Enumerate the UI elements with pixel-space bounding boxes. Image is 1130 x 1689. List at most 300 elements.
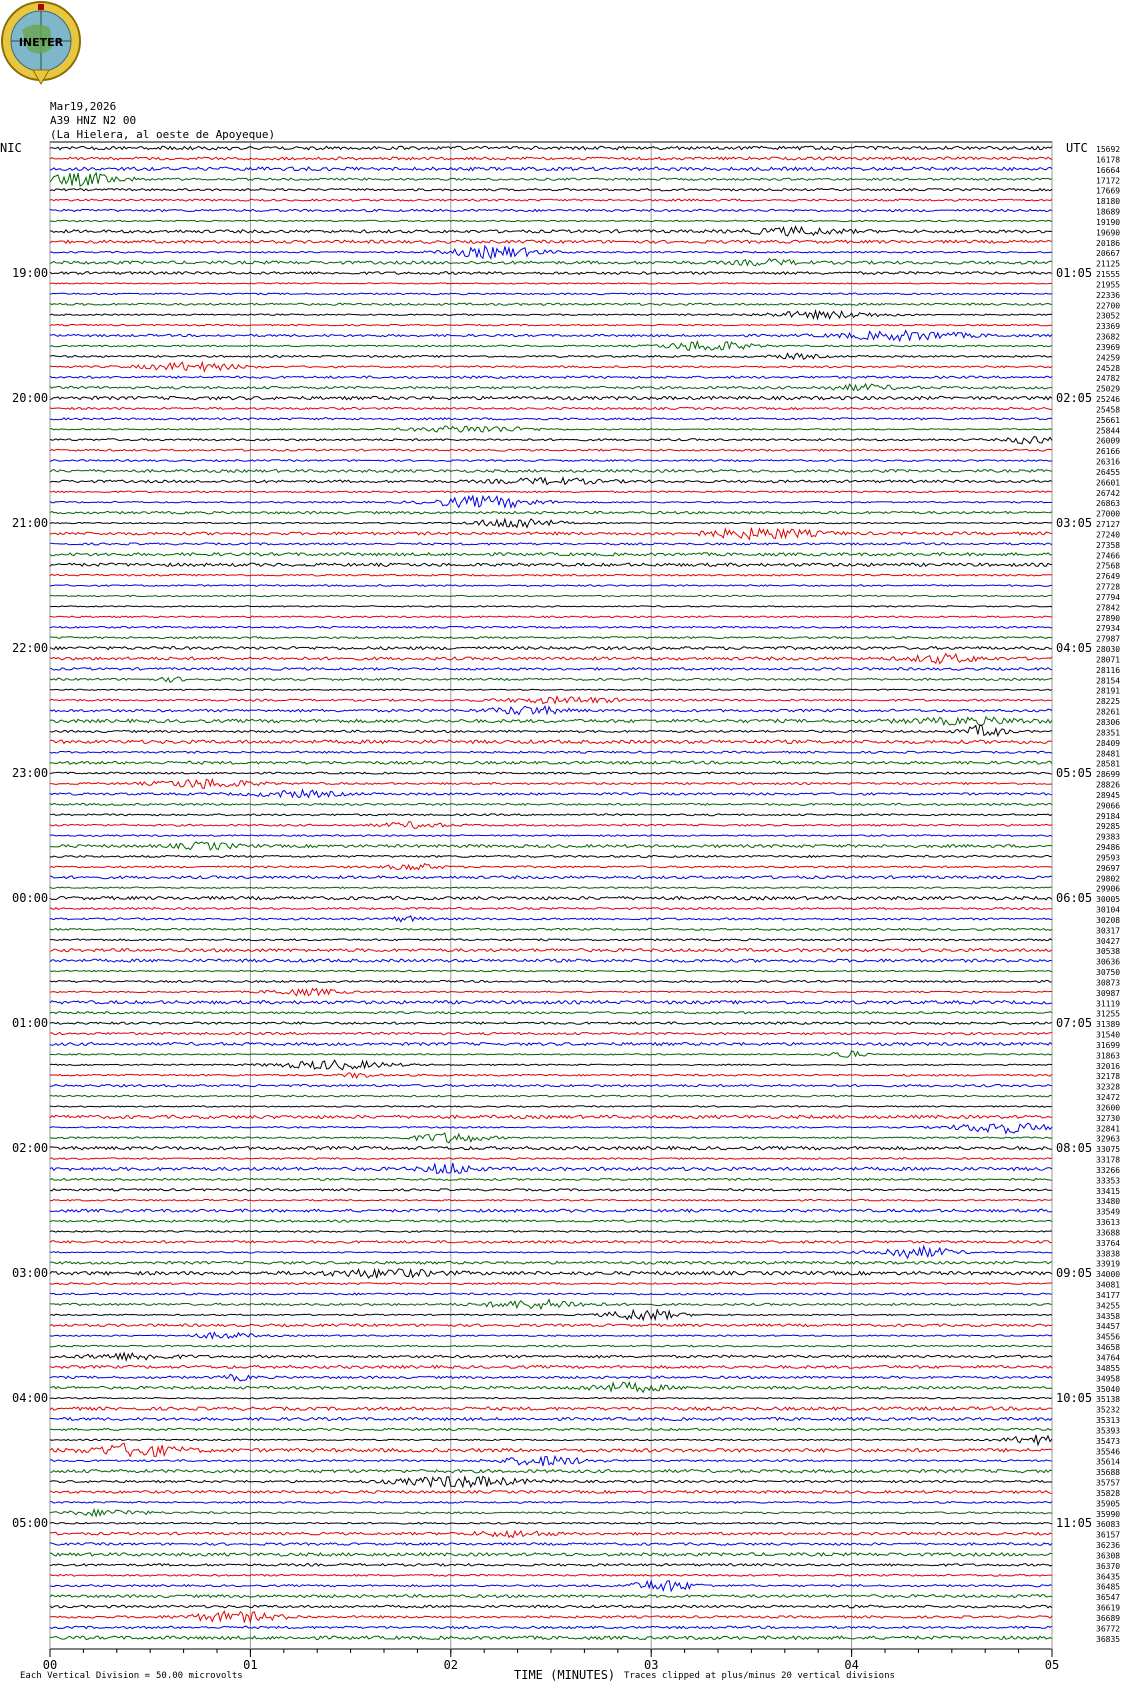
trace-row-122 [50,1407,1052,1410]
channel-label: A39 HNZ N2 00 [50,114,137,127]
trace-count-label: 28945 [1096,790,1121,800]
trace-row-20 [50,342,1052,351]
trace-row-87 [50,1043,1052,1046]
trace-row-19 [50,331,1052,341]
trace-row-17 [50,311,1052,319]
trace-row-56 [50,717,1052,726]
scale-prefix: Each Vertical Division = [20,1671,151,1681]
left-hour-label: 02:00 [12,1141,49,1156]
trace-row-6 [50,199,1052,201]
trace-count-label: 28351 [1096,728,1121,738]
trace-count-label: 27649 [1096,572,1121,582]
trace-count-label: 29802 [1096,874,1121,884]
trace-count-label: 22336 [1096,290,1121,300]
trace-count-label: 35990 [1096,1509,1121,1519]
trace-row-90 [50,1073,1052,1078]
trace-row-107 [50,1246,1052,1258]
trace-count-label: 30636 [1096,957,1121,967]
left-hour-label: 19:00 [12,266,49,281]
trace-count-label: 25029 [1096,384,1121,394]
trace-count-label: 30427 [1096,936,1121,946]
left-hour-label: 01:00 [12,1016,49,1031]
trace-row-143 [50,1626,1052,1628]
right-hour-label: 04:05 [1056,641,1093,656]
trace-count-label: 32328 [1096,1082,1121,1092]
trace-row-132 [50,1510,1052,1517]
trace-count-label: 30873 [1096,978,1121,988]
trace-count-label: 33178 [1096,1155,1121,1165]
trace-count-label: 32178 [1096,1072,1121,1082]
trace-count-label: 33480 [1096,1197,1121,1207]
trace-count-label: 34457 [1096,1322,1121,1332]
trace-count-label: 36236 [1096,1541,1121,1551]
trace-count-label: 33838 [1096,1249,1121,1259]
trace-row-38 [50,528,1052,540]
trace-row-63 [50,790,1052,798]
trace-count-label: 27127 [1096,520,1121,530]
trace-count-label: 28306 [1096,717,1121,727]
trace-row-3 [50,167,1052,170]
trace-row-21 [50,353,1052,359]
trace-row-15 [50,293,1052,295]
trace-row-30 [50,449,1052,451]
trace-count-label: 25661 [1096,415,1121,425]
trace-count-label: 25844 [1096,426,1121,436]
trace-count-label: 36835 [1096,1634,1121,1644]
trace-count-label: 28030 [1096,645,1121,655]
x-tick-label: 01 [243,1658,258,1672]
trace-row-120 [50,1382,1052,1392]
trace-row-65 [50,814,1052,816]
trace-row-68 [50,842,1052,850]
trace-count-label: 31699 [1096,1040,1121,1050]
trace-row-133 [50,1522,1052,1524]
trace-count-label: 18689 [1096,207,1121,217]
trace-row-92 [50,1095,1052,1097]
trace-count-label: 36157 [1096,1530,1121,1540]
trace-count-label: 31255 [1096,1009,1121,1019]
trace-row-80 [50,970,1052,971]
trace-row-75 [50,916,1052,922]
trace-row-123 [50,1418,1052,1421]
right-hour-label: 07:05 [1056,1016,1093,1031]
trace-row-42 [50,574,1052,576]
trace-row-84 [50,1012,1052,1014]
trace-count-label: 31863 [1096,1051,1121,1061]
right-axis-label: UTC [1066,141,1088,155]
trace-count-label: 34556 [1096,1332,1121,1342]
x-tick-label: 02 [443,1658,459,1672]
trace-row-97 [50,1147,1052,1150]
trace-row-1 [50,146,1052,149]
trace-row-24 [50,384,1052,391]
trace-row-43 [50,585,1052,587]
trace-count-label: 34081 [1096,1280,1121,1290]
right-hour-label: 06:05 [1056,891,1093,906]
trace-count-label: 30317 [1096,926,1121,936]
trace-count-label: 36689 [1096,1613,1121,1623]
x-tick-label: 00 [42,1658,58,1672]
trace-count-label: 23682 [1096,332,1121,342]
trace-row-89 [50,1060,1052,1069]
trace-count-label: 34764 [1096,1353,1121,1363]
trace-row-77 [50,939,1052,941]
trace-count-label: 34177 [1096,1290,1121,1300]
trace-row-74 [50,908,1052,910]
trace-count-label: 35757 [1096,1478,1121,1488]
trace-row-61 [50,772,1052,774]
trace-row-2 [50,157,1052,160]
trace-count-label: 22700 [1096,301,1121,311]
trace-row-130 [50,1491,1052,1494]
trace-row-144 [50,1636,1052,1639]
trace-count-label: 16178 [1096,155,1121,165]
trace-row-59 [50,751,1052,753]
trace-count-label: 33613 [1096,1218,1121,1228]
trace-count-label: 19190 [1096,217,1121,227]
trace-count-label: 35232 [1096,1405,1121,1415]
trace-count-label: 15692 [1096,145,1121,154]
trace-count-label: 28191 [1096,686,1121,696]
trace-row-142 [50,1611,1052,1622]
trace-row-113 [50,1310,1052,1320]
trace-count-label: 28481 [1096,749,1121,759]
trace-row-48 [50,637,1052,639]
trace-count-label: 30750 [1096,968,1121,978]
trace-row-54 [50,697,1052,704]
trace-row-110 [50,1283,1052,1285]
trace-row-8 [50,220,1052,221]
trace-count-label: 35546 [1096,1447,1121,1457]
trace-count-label: 20186 [1096,238,1121,248]
trace-count-label: 27358 [1096,540,1121,550]
trace-count-label: 32472 [1096,1093,1121,1103]
trace-row-139 [50,1581,1052,1591]
trace-row-136 [50,1553,1052,1556]
trace-row-95 [50,1123,1052,1133]
x-tick-label: 04 [844,1658,859,1672]
trace-count-label: 30208 [1096,915,1121,925]
trace-count-label: 35828 [1096,1488,1121,1498]
trace-row-98 [50,1158,1052,1160]
clip-note: Traces clipped at plus/minus 20 vertical divisions [624,1671,895,1681]
trace-count-label: 33549 [1096,1207,1121,1217]
trace-count-label: 36772 [1096,1624,1121,1634]
trace-row-66 [50,822,1052,829]
trace-count-label: 28409 [1096,738,1121,748]
trace-count-label: 35473 [1096,1436,1121,1446]
trace-row-115 [50,1333,1052,1339]
trace-count-label: 33688 [1096,1228,1121,1238]
trace-row-35 [50,496,1052,507]
trace-count-label: 28071 [1096,655,1121,665]
trace-row-91 [50,1085,1052,1087]
trace-count-label: 36083 [1096,1520,1121,1530]
trace-row-32 [50,470,1052,473]
trace-count-label: 20667 [1096,249,1121,259]
trace-count-label: 21555 [1096,270,1121,280]
trace-count-label: 26863 [1096,499,1121,509]
trace-count-label: 29184 [1096,811,1121,821]
trace-count-label: 31389 [1096,1020,1121,1030]
trace-row-60 [50,761,1052,764]
trace-row-106 [50,1241,1052,1243]
trace-count-label: 34358 [1096,1311,1121,1321]
trace-row-71 [50,876,1052,879]
trace-count-label: 33353 [1096,1176,1121,1186]
scale-value: 50.00 microvolts [156,1671,243,1681]
trace-count-label: 34958 [1096,1374,1121,1384]
trace-count-label: 26009 [1096,436,1121,446]
trace-count-label: 21955 [1096,280,1121,290]
trace-row-104 [50,1220,1052,1222]
trace-row-72 [50,887,1052,889]
trace-row-121 [50,1398,1052,1399]
trace-row-105 [50,1231,1052,1233]
trace-count-label: 35313 [1096,1416,1121,1426]
right-hour-label: 05:05 [1056,766,1093,781]
trace-count-label: 34000 [1096,1270,1121,1280]
trace-count-label: 29486 [1096,843,1121,853]
trace-count-label: 35393 [1096,1426,1121,1436]
trace-row-29 [50,437,1052,444]
trace-count-label: 19690 [1096,228,1121,238]
trace-row-33 [50,478,1052,485]
trace-row-27 [50,418,1052,420]
x-axis-title: TIME (MINUTES) [514,1668,616,1682]
trace-row-9 [50,227,1052,236]
trace-row-119 [50,1374,1052,1381]
trace-row-103 [50,1209,1052,1212]
trace-count-label: 27842 [1096,603,1121,613]
trace-count-label: 24528 [1096,363,1121,373]
date-label: Mar19,2026 [50,100,117,113]
trace-row-70 [50,864,1052,870]
trace-row-23 [50,376,1052,378]
trace-count-label: 31540 [1096,1030,1121,1040]
trace-row-25 [50,396,1052,399]
trace-count-label: 29593 [1096,853,1121,863]
trace-count-label: 24782 [1096,374,1121,384]
trace-row-39 [50,543,1052,545]
trace-count-label: 36485 [1096,1582,1121,1592]
trace-count-label: 35905 [1096,1499,1121,1509]
trace-count-label: 30104 [1096,905,1121,915]
trace-count-label: 27000 [1096,509,1121,519]
trace-row-12 [50,259,1052,266]
trace-count-label: 32730 [1096,1113,1121,1123]
trace-row-86 [50,1032,1052,1034]
trace-row-124 [50,1428,1052,1430]
right-hour-label: 10:05 [1056,1391,1093,1406]
trace-row-16 [50,303,1052,305]
trace-row-117 [50,1353,1052,1361]
trace-row-22 [50,362,1052,371]
trace-count-label: 35688 [1096,1468,1121,1478]
trace-count-label: 29066 [1096,801,1121,811]
trace-count-label: 26316 [1096,457,1121,467]
trace-row-109 [50,1269,1052,1278]
trace-row-18 [50,324,1052,325]
left-hour-label: 03:00 [12,1266,49,1281]
trace-count-label: 36619 [1096,1603,1121,1613]
trace-row-64 [50,803,1052,805]
trace-row-51 [50,668,1052,670]
trace-count-label: 26455 [1096,467,1121,477]
trace-row-13 [50,272,1052,275]
trace-count-label: 28261 [1096,707,1121,717]
trace-count-label: 33266 [1096,1165,1121,1175]
trace-count-label: 24259 [1096,353,1121,363]
trace-row-96 [50,1133,1052,1143]
trace-row-52 [50,677,1052,682]
trace-count-label: 23969 [1096,342,1121,352]
trace-count-label: 36308 [1096,1551,1121,1561]
trace-row-127 [50,1456,1052,1466]
trace-row-134 [50,1531,1052,1538]
trace-count-label: 21125 [1096,259,1121,269]
trace-count-label: 29697 [1096,863,1121,873]
trace-count-label: 32841 [1096,1124,1121,1134]
trace-row-31 [50,460,1052,462]
trace-count-label: 26166 [1096,447,1121,457]
trace-count-label: 32016 [1096,1061,1121,1071]
trace-row-57 [50,725,1052,736]
trace-count-label: 35040 [1096,1384,1121,1394]
trace-row-93 [50,1106,1052,1107]
trace-row-73 [50,896,1052,899]
trace-count-label: 30005 [1096,895,1121,905]
trace-row-11 [50,246,1052,258]
trace-row-118 [50,1365,1052,1368]
trace-count-label: 36435 [1096,1572,1121,1582]
trace-count-label: 18180 [1096,197,1121,207]
left-hour-label: 00:00 [12,891,49,906]
trace-count-label: 27568 [1096,561,1121,571]
right-hour-label: 08:05 [1056,1141,1093,1156]
trace-count-label: 27934 [1096,624,1121,634]
trace-row-55 [50,706,1052,714]
left-hour-label: 21:00 [12,516,49,531]
trace-row-47 [50,626,1052,628]
trace-row-78 [50,949,1052,952]
trace-count-label: 25246 [1096,395,1121,405]
trace-count-label: 28581 [1096,759,1121,769]
trace-count-label: 33075 [1096,1145,1121,1155]
trace-row-5 [50,189,1052,191]
x-tick-label: 03 [643,1658,659,1672]
trace-row-34 [50,491,1052,493]
trace-row-53 [50,689,1052,690]
trace-row-112 [50,1300,1052,1309]
trace-row-128 [50,1470,1052,1473]
trace-row-82 [50,989,1052,996]
trace-row-131 [50,1502,1052,1504]
trace-row-125 [50,1435,1052,1445]
trace-count-label: 27728 [1096,582,1121,592]
trace-row-49 [50,647,1052,650]
right-hour-label: 11:05 [1056,1516,1093,1531]
left-hour-label: 20:00 [12,391,49,406]
trace-row-28 [50,426,1052,432]
right-hour-label: 01:05 [1056,266,1093,281]
trace-count-label: 30987 [1096,988,1121,998]
trace-row-26 [50,407,1052,409]
trace-count-label: 23369 [1096,322,1121,332]
trace-row-7 [50,209,1052,211]
trace-row-138 [50,1574,1052,1576]
trace-count-label: 34658 [1096,1343,1121,1353]
trace-row-41 [50,563,1052,566]
trace-count-label: 29285 [1096,822,1121,832]
trace-count-label: 27794 [1096,592,1121,602]
left-hour-label: 23:00 [12,766,49,781]
trace-count-label: 28154 [1096,676,1121,686]
logo-text: INETER [18,36,64,49]
trace-row-44 [50,595,1052,596]
trace-count-label: 25458 [1096,405,1121,415]
trace-row-137 [50,1564,1052,1566]
trace-count-label: 27466 [1096,551,1121,561]
trace-row-140 [50,1595,1052,1598]
trace-row-76 [50,928,1052,930]
trace-count-label: 32600 [1096,1103,1121,1113]
trace-row-14 [50,283,1052,284]
trace-count-label: 32963 [1096,1134,1121,1144]
trace-row-67 [50,835,1052,837]
trace-row-4 [50,173,1052,186]
trace-count-label: 33764 [1096,1238,1121,1248]
trace-row-50 [50,654,1052,664]
trace-count-label: 36547 [1096,1593,1121,1603]
trace-row-114 [50,1324,1052,1327]
trace-row-99 [50,1163,1052,1174]
trace-count-label: 29383 [1096,832,1121,842]
trace-row-58 [50,740,1052,744]
trace-row-141 [50,1605,1052,1608]
trace-count-label: 33415 [1096,1186,1121,1196]
trace-count-label: 26742 [1096,488,1121,498]
trace-row-85 [50,1022,1052,1024]
trace-row-100 [50,1178,1052,1180]
trace-row-40 [50,553,1052,556]
trace-count-label: 23052 [1096,311,1121,321]
trace-count-label: 34255 [1096,1301,1121,1311]
trace-row-102 [50,1200,1052,1202]
trace-row-62 [50,779,1052,788]
trace-row-10 [50,240,1052,243]
trace-row-45 [50,606,1052,607]
trace-row-126 [50,1443,1052,1456]
trace-row-46 [50,616,1052,618]
trace-count-label: 16664 [1096,165,1121,175]
right-hour-label: 09:05 [1056,1266,1093,1281]
trace-count-label: 29906 [1096,884,1121,894]
left-axis-label: NIC [0,141,22,155]
trace-count-label: 17172 [1096,176,1121,186]
trace-row-36 [50,511,1052,514]
trace-row-108 [50,1261,1052,1264]
trace-count-label: 27890 [1096,613,1121,623]
trace-row-135 [50,1543,1052,1546]
trace-row-81 [50,981,1052,983]
trace-count-label: 17669 [1096,186,1121,196]
trace-count-label: 27240 [1096,530,1121,540]
trace-count-label: 28116 [1096,665,1121,675]
trace-count-label: 28826 [1096,780,1121,790]
left-hour-label: 22:00 [12,641,49,656]
trace-row-94 [50,1115,1052,1118]
